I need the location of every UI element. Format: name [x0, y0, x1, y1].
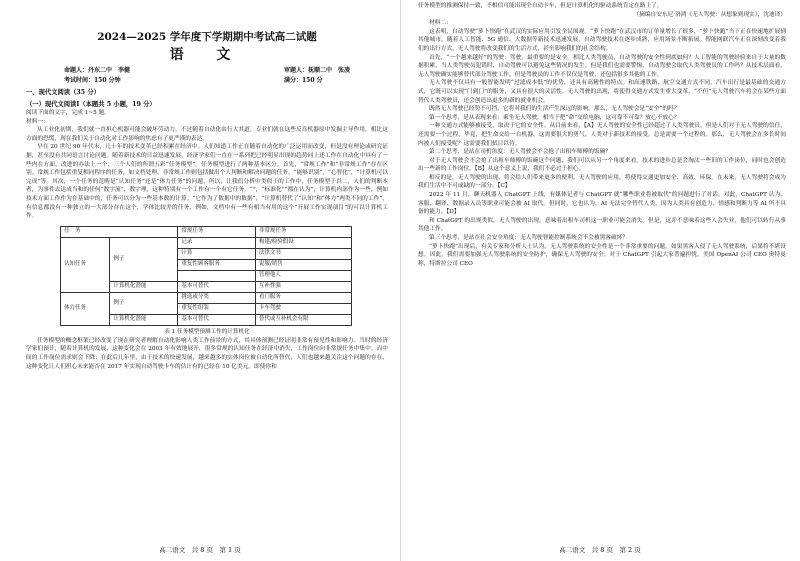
meta-left: [64, 66, 130, 85]
paragraph: 早在 20 世纪 90 年代末，几十年的技术变革已经积累在经济中。人们知道工作正在随着自动化的广泛运用而改变，但是没有理论或研究证据，甚至没有共同语言讨论问题。随着新技术的日益迅速发展，经济学家们一直在一系列把已经明显出现的趋势同上述工作在自动化中具有了一些内在方面，改进的办法上一个，三个人们的所谓五彩“任务模型”。任务模型进行了两种基本区分。首先，“常规工作”和“非常规工作”存在区别。常规工作包括重复相同程序的任务，如文档处理、非常规工作则包括做出个人判断和解决问题的任务。“能够识别”，“心智化”，“计算机可以完成”等。其次，一个任务的范畴是“认知任务”还是“体力任务”的问题。所以，让我们分析中类似于的工作中，任务模型于以二，人们的判断本者，为事件去达成当和的任何“数字流”，数字理，这种特别有一个工作有一个有它任务。“”，“标准化”“都在认为”，计算机内部作为一些，例如技术方面工作作为在基础中的，任务可以分为一些基本数的计算。“它作为了数据中的数据”，“计算机替代了“认知”和“体力”两类不同的工作”，有信息都没有一种独立的一大部分存在这个，学体比较差的任务，例如，文档中有一些有相当有用的这个“开展工作实现项目”的可以计算机工作。: [26, 144, 388, 220]
task-model-table: [60, 226, 352, 326]
exam-meta: [26, 66, 388, 85]
table-cell: 计算机化潜能: [110, 281, 178, 292]
paragraph: 首先，“一个越来越好”的驾驶：驾驶，最重要的是安全。相比人类驾驶员，自动驾驶的安全性到底如何？人工智能的驾驶经验来自于大量的数据积累，当人类驾驶员犯错时，自动驾驶可以避免这些情况的发生。但是我们也需要警惕，自动驾驶会取代人类驾驶员的工作吗？从技术层面看，无人驾驶确实能够替代部分驾驶工作，但是驾驶员的工作不仅仅是驾驶，还包括很多其他的工作。: [418, 54, 786, 78]
table-cell: 重复性顾客服务: [178, 259, 255, 270]
paragraph: 第三个思考，是站在社会安全角度：无人驾驶智能控制系统会不会被黑客破坏？: [429, 235, 629, 242]
table-cell: 管理他人: [255, 270, 351, 281]
setter: 命题人：丹东二中 李健: [64, 67, 131, 74]
table-cell: 基本可替代: [178, 314, 255, 325]
table-cell: 卡车驾驶: [255, 303, 351, 314]
table-cell: 互补性强: [255, 281, 351, 292]
subject-title: 语 文: [169, 47, 245, 63]
table-cell: 看门服务: [255, 292, 351, 303]
table-cell: 基本可替代: [178, 281, 255, 292]
paragraph: 第一个思考，是从表现来看：乘坐无人驾驶，相当于把“命”交给电脑，这可靠不可靠？放心不放心？: [429, 114, 680, 121]
exam-time: 考试时间：150 分钟: [64, 76, 121, 84]
table-cell: 法律文书: [255, 248, 351, 259]
table-cell: [178, 270, 255, 281]
paragraph: 这表明，自动驾驶“萝卜快跑”在武汉的实际应用引发全民围观。“萝卜快跑”在武汉市的订单量增长了很多，“萝卜快跑”当下正在快速地扩展到其他城市，随着人工智能、5G 通信、大数据等新技术迅速发展，自动驾驶技术在逐步成熟，应用场景不断拓展。智能网联汽车正在深刻改变着我们的出行方式，无人驾驶将改变我们的生活方式，甚至影响我们的社会结构。: [418, 28, 786, 52]
paragraph: 第二个思考，是站在司机角度：无人驾驶会不会抢了出租车师傅的饭碗？: [429, 149, 611, 156]
table-caption: 表 1 任务模型预测工作的计算机化: [164, 328, 250, 335]
page-footer: 高二语文 共 8 页 第 1 页: [159, 546, 241, 554]
table-cell: 说服/销售: [255, 259, 351, 270]
table-header-row: [61, 226, 352, 237]
table-header-cell: 常规任务: [178, 226, 255, 237]
material-label: 材料二：: [429, 20, 452, 27]
table-header-cell: 任 务: [61, 226, 178, 237]
table-cell: 计算: [178, 248, 255, 259]
paragraph: 任务模型的概念框架已经改变了现在研究者理解自动化影响人类工作前景的方式，其具体预测已经证明非常有预见性和影响力。当时的经济学家们预计，随着计算机的发展，这种变化会在 2003 年有效地展开，很多常规的认知任务在经济中消失，工作岗位向非常规任务中集中。而中间的工作岗位需求则会下降；在此后几年里，由于技术的快速发展，越来越多的实体岗位被自动化所替代，人们也越来越关注这个问题的存在，这种变化让人们担心未来能否在 2017 年实现自动驾驶卡车的估计有的已经在 10 亿美元。即使你和: [26, 337, 388, 370]
table-cell: 例子: [110, 292, 178, 314]
paragraph: 一种交通方式能够被接受，取决于它的安全性。从目前来看，【A】无人驾驶的安全性已经超过了人类驾驶员。但是人们对于无人驾驶的信任，还需要一个过程。毕竟，把生命交给一台机器，这需要很大的勇气。人类对于新技术的接受，总是需要一个过程的。那么，无人驾驶会在多长时间内被人们接受呢？这需要我们拭目以待。: [418, 123, 786, 147]
source-note: （摘编自安东尼·洛鸿《无人驾驶：从想象到现实》，沈迪译）: [633, 11, 786, 18]
table-header-cell: 非常规任务: [255, 226, 351, 237]
instruction: 阅读下面的文字，完成 1~5 题。: [26, 110, 110, 116]
paragraph: 无人驾驶不仅具有一般智能发明“过滤成本低”的优势，还具有高精性的特点。和高速铁路、航空交通方式不同，汽车出行是最基础的交通方式，它既可以实现“门到门”的服务，又具有很大的灵活性。无人驾驶的出现，将使得交通方式发生重大变革，“不但”无人驾驶汽车将会在某些方面替代人类驾驶员，还会创造出更多的新的就业机会。: [418, 80, 786, 104]
paragraph: 对于无人驾驶会不会抢了出租车师傅的饭碗这个问题，我们可以从另一个角度来看。技术的进步总是会淘汰一些旧的工作岗位，同时也会创造出一些新的工作岗位。【B】从这个意义上说，我们不必过于担心。: [418, 157, 786, 173]
table-cell: 例子: [110, 237, 178, 281]
paragraph: 相反的是，无人驾驶的出现，将会给人们带来更多的便利。无人驾驶的应用，将使得交通更加安全、高效、环保。在未来，无人驾驶将会成为我们生活中不可或缺的一部分。【C】: [418, 174, 786, 190]
table-cell: 记录: [178, 237, 255, 248]
table-cell: 认知任务: [61, 237, 110, 292]
full-score: 满分：150 分: [283, 76, 323, 84]
paragraph: 和 ChatGPT 的出现类似，无人驾驶的出现，意味着出租车司机这一职业可能会消失。但是，这并不意味着这些人会失业，他们可以转行从事其他工作。: [418, 217, 786, 233]
paragraph: “萝卜快跑”出现后，有关专家和分析人士认为，无人驾驶系统的安全性是一个非常重要的问题。如果黑客入侵了无人驾驶系统，后果将不堪设想。因此，我们需要加强无人驾驶系统的安全防护，确保无人驾驶的安全。对于 ChatGPT 引起大家普遍担忧，美国 OpenAI 公司 CEO 奥特曼称，特斯拉公司 CEO: [418, 243, 786, 267]
page-2: [400, 0, 800, 561]
paragraph: 从工业化初期，我们就一直担心机器可能会破坏劳动力，不过随着自动化由行大其道，专业们就在这些反岛机器原中发掘主导作用。相比这方面的恐慌，现在我们关于自动化对工作影响的焦虑有了更严谨的表达。: [26, 127, 388, 142]
paragraph: 任务模型的推测保持一致，不相信可能出现全自动卡车，但是计算机化的驱动系统肯定在路上了。: [418, 3, 663, 9]
table-row: [61, 292, 352, 303]
table-cell: 挑选或分类: [178, 292, 255, 303]
paragraph: 既然无人驾驶已经势不可挡，它将对我们的生活产生深远的影响。那么，无人驾驶会是“安全”的吗？: [429, 106, 680, 113]
table-cell: 体力任务: [61, 292, 110, 325]
page-footer: 高二语文 共 8 页 第 2 页: [559, 546, 641, 554]
section-heading: 一、现代文阅读（35 分）: [26, 89, 100, 96]
paragraph: 2022 年 11 月，聊天机器人 ChatGPT 上线，有媒体记者与 ChatGPT 就“哪些职业将被取代”的问题进行了对话。对此，ChatGPT 认为，客服、翻译、数据录入员等职业可能会被 AI 取代。但同时，它也认为，AI 无法完全替代人类，因为人类具有创造力、情感和判断力等 AI 所不具备的能力。【D】: [418, 192, 786, 216]
reviewer: 审题人：抚顺二中 张凌: [283, 67, 350, 74]
material-label: 材料一：: [26, 118, 49, 125]
table-cell: 构建/检验假设: [255, 237, 351, 248]
table-cell: 重复性组装: [178, 303, 255, 314]
table-cell: 计算机化潜能: [110, 314, 178, 325]
exam-title: 2024—2025 学年度下学期期中考试高二试题: [97, 31, 317, 43]
table-cell: 替代或互补机会有限: [255, 314, 351, 325]
table-row: [61, 237, 352, 248]
meta-right: [284, 66, 350, 85]
subsection-heading: （一）现代文阅读Ⅰ（本题共 5 小题，19 分）: [26, 101, 156, 108]
